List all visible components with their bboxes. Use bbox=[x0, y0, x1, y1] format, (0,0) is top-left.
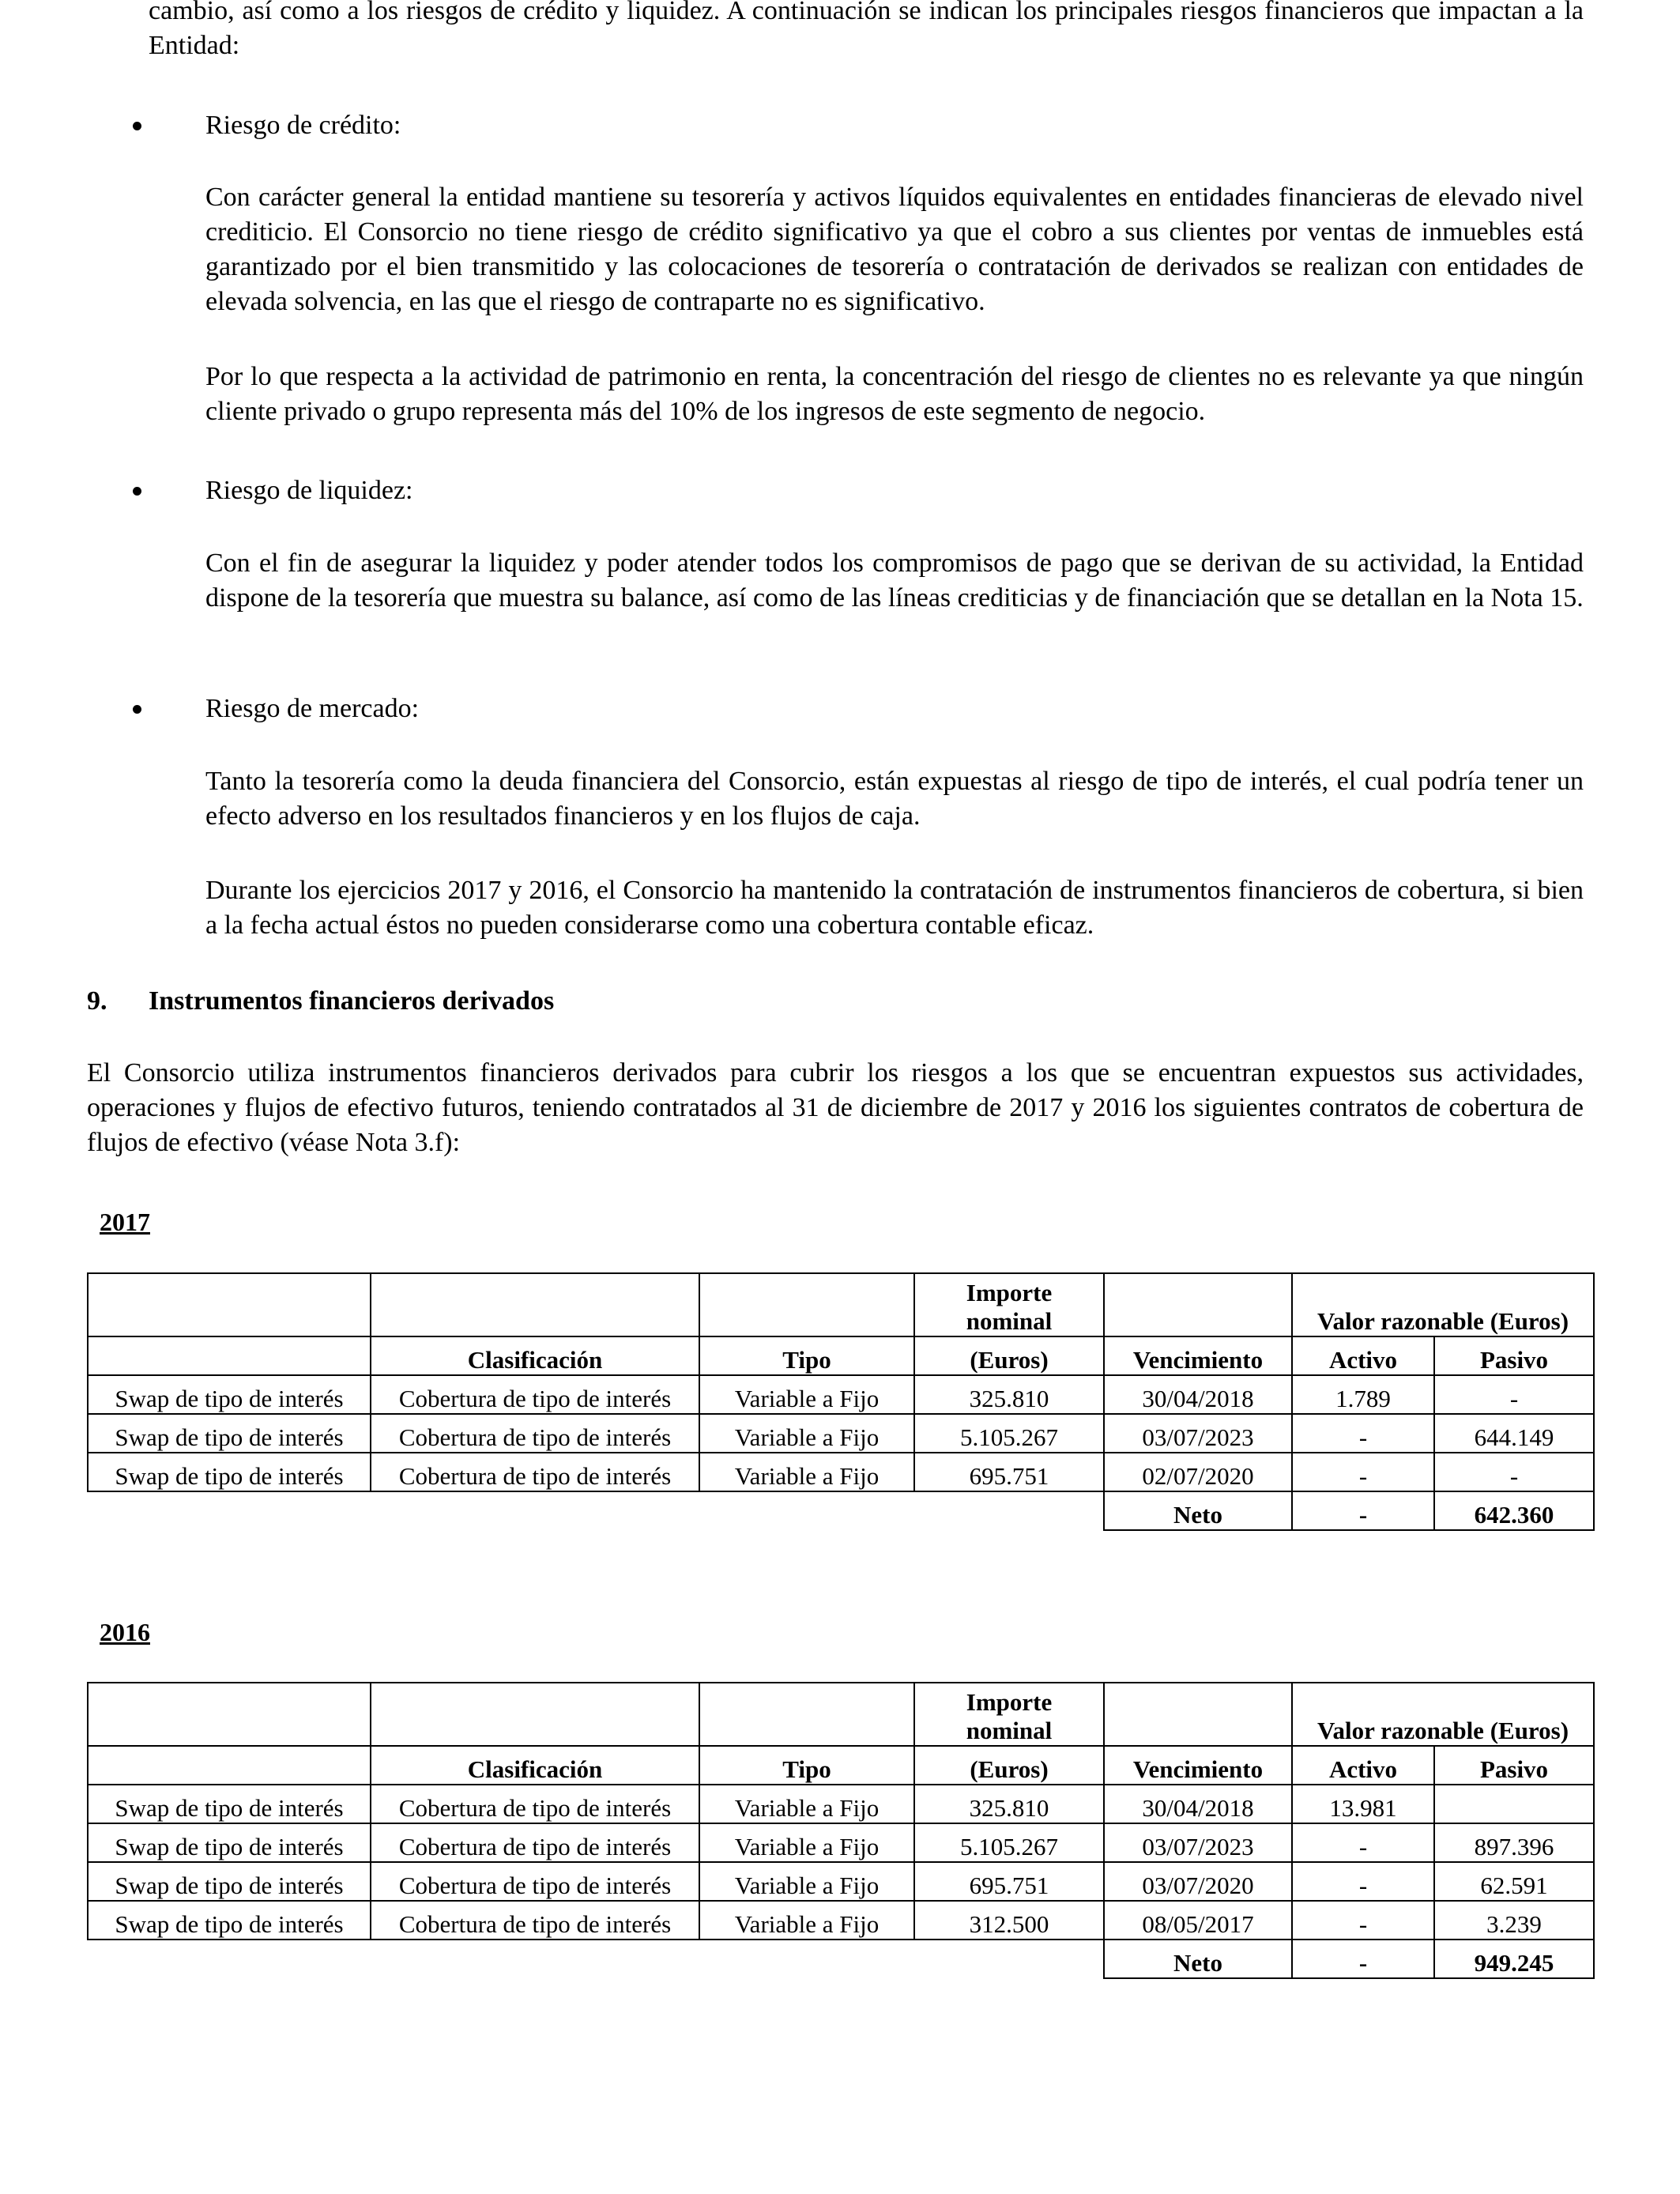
neto-pasivo: 642.360 bbox=[1434, 1491, 1594, 1530]
cell-importe-nominal: 5.105.267 bbox=[914, 1414, 1104, 1453]
section-title: Instrumentos financieros derivados bbox=[149, 986, 555, 1016]
cell-importe-nominal: 325.810 bbox=[914, 1375, 1104, 1414]
neto-activo: - bbox=[1292, 1491, 1434, 1530]
cell-importe-nominal: 312.500 bbox=[914, 1901, 1104, 1940]
cell-activo: - bbox=[1292, 1862, 1434, 1901]
cell-importe-nominal: 695.751 bbox=[914, 1453, 1104, 1491]
cell-vencimiento: 08/05/2017 bbox=[1104, 1901, 1292, 1940]
neto-pasivo: 949.245 bbox=[1434, 1940, 1594, 1978]
cell-tipo: Variable a Fijo bbox=[699, 1414, 914, 1453]
cell-tipo: Variable a Fijo bbox=[699, 1453, 914, 1491]
bullet-icon bbox=[133, 487, 141, 496]
cell-clasificacion: Cobertura de tipo de interés bbox=[371, 1862, 699, 1901]
cell-instrumento: Swap de tipo de interés bbox=[88, 1414, 371, 1453]
neto-activo: - bbox=[1292, 1940, 1434, 1978]
cell-instrumento: Swap de tipo de interés bbox=[88, 1862, 371, 1901]
bullet-label: Riesgo de crédito: bbox=[205, 111, 401, 140]
cell-tipo: Variable a Fijo bbox=[699, 1862, 914, 1901]
table-subheader-row bbox=[88, 1336, 1594, 1375]
header-pasivo: Pasivo bbox=[1434, 1746, 1594, 1785]
cell-clasificacion: Cobertura de tipo de interés bbox=[371, 1414, 699, 1453]
bullet-label: Riesgo de mercado: bbox=[205, 694, 420, 723]
cell-importe-nominal: 5.105.267 bbox=[914, 1823, 1104, 1862]
table-row bbox=[88, 1453, 1594, 1491]
cell-clasificacion: Cobertura de tipo de interés bbox=[371, 1785, 699, 1823]
section-number: 9. bbox=[87, 986, 107, 1016]
header-importe-unit: (Euros) bbox=[914, 1746, 1104, 1785]
cell-pasivo: 62.591 bbox=[1434, 1862, 1594, 1901]
credit-risk-paragraph-2: Por lo que respecta a la actividad de patrimonio en renta, la concentración del riesgo de clientes no es relevante ya que ningún cliente privado o grupo representa más del 10% de los ingresos de este segmento de negocio. bbox=[205, 362, 1584, 426]
cell-importe-nominal: 325.810 bbox=[914, 1785, 1104, 1823]
table-header-row bbox=[88, 1273, 1594, 1336]
derivatives-table-2016 bbox=[87, 1682, 1595, 1979]
table-row bbox=[88, 1823, 1594, 1862]
header-importe-unit: (Euros) bbox=[914, 1336, 1104, 1375]
liquidity-risk-paragraph: Con el fin de asegurar la liquidez y poder atender todos los compromisos de pago que se derivan de su actividad, la Entidad dispone de la tesorería que muestra su balance, así como de las líneas crediticias y de financiación que se detallan en la Nota 15. bbox=[205, 548, 1584, 613]
cell-vencimiento: 03/07/2023 bbox=[1104, 1823, 1292, 1862]
neto-label: Neto bbox=[1104, 1940, 1292, 1978]
header-clasificacion: Clasificación bbox=[371, 1746, 699, 1785]
cell-vencimiento: 30/04/2018 bbox=[1104, 1785, 1292, 1823]
neto-label: Neto bbox=[1104, 1491, 1292, 1530]
header-importe: Importe nominal bbox=[914, 1273, 1104, 1336]
cell-pasivo: 897.396 bbox=[1434, 1823, 1594, 1862]
cell-tipo: Variable a Fijo bbox=[699, 1785, 914, 1823]
header-pasivo: Pasivo bbox=[1434, 1336, 1594, 1375]
cell-clasificacion: Cobertura de tipo de interés bbox=[371, 1823, 699, 1862]
neto-row bbox=[88, 1491, 1594, 1530]
year-label-2017: 2017 bbox=[100, 1208, 150, 1236]
cell-vencimiento: 30/04/2018 bbox=[1104, 1375, 1292, 1414]
cell-pasivo: - bbox=[1434, 1375, 1594, 1414]
cell-activo: - bbox=[1292, 1823, 1434, 1862]
cell-clasificacion: Cobertura de tipo de interés bbox=[371, 1901, 699, 1940]
cell-vencimiento: 03/07/2023 bbox=[1104, 1414, 1292, 1453]
cell-activo: - bbox=[1292, 1901, 1434, 1940]
cell-vencimiento: 03/07/2020 bbox=[1104, 1862, 1292, 1901]
cell-instrumento: Swap de tipo de interés bbox=[88, 1823, 371, 1862]
cell-pasivo: 644.149 bbox=[1434, 1414, 1594, 1453]
cell-activo: 1.789 bbox=[1292, 1375, 1434, 1414]
bullet-label: Riesgo de liquidez: bbox=[205, 476, 413, 505]
header-activo: Activo bbox=[1292, 1746, 1434, 1785]
neto-row bbox=[88, 1940, 1594, 1978]
table-header-row bbox=[88, 1683, 1594, 1746]
market-risk-paragraph-1: Tanto la tesorería como la deuda financiera del Consorcio, están expuestas al riesgo de tipo de interés, el cual podría tener un efecto adverso en los resultados financieros y en los flujos de caja. bbox=[205, 767, 1584, 831]
credit-risk-paragraph-1: Con carácter general la entidad mantiene su tesorería y activos líquidos equivalentes en entidades financieras de elevado nivel crediticio. El Consorcio no tiene riesgo de crédito significativo ya que el cobro a sus clientes por ventas de inmuebles está garantizado por el bien transmitido y las colocaciones de tesorería o contratación de derivados se realizan con entidades de elevada solvencia, en las que el riesgo de contraparte no es significativo. bbox=[205, 183, 1584, 316]
header-vencimiento: Vencimiento bbox=[1104, 1746, 1292, 1785]
cell-instrumento: Swap de tipo de interés bbox=[88, 1785, 371, 1823]
market-risk-paragraph-2: Durante los ejercicios 2017 y 2016, el Consorcio ha mantenido la contratación de instrumentos financieros de cobertura, si bien a la fecha actual éstos no pueden considerarse como una cobertura contable eficaz. bbox=[205, 876, 1584, 940]
header-vencimiento: Vencimiento bbox=[1104, 1336, 1292, 1375]
table-row bbox=[88, 1862, 1594, 1901]
cell-tipo: Variable a Fijo bbox=[699, 1375, 914, 1414]
table-row bbox=[88, 1785, 1594, 1823]
table-row bbox=[88, 1901, 1594, 1940]
bullet-icon bbox=[133, 705, 141, 714]
cell-tipo: Variable a Fijo bbox=[699, 1901, 914, 1940]
table-subheader-row bbox=[88, 1746, 1594, 1785]
header-importe: Importe nominal bbox=[914, 1683, 1104, 1746]
table-row bbox=[88, 1414, 1594, 1453]
section-heading bbox=[87, 984, 554, 1019]
table-row bbox=[88, 1375, 1594, 1414]
cell-pasivo bbox=[1434, 1785, 1594, 1823]
header-valor-razonable: Valor razonable (Euros) bbox=[1292, 1273, 1594, 1336]
cell-activo: - bbox=[1292, 1453, 1434, 1491]
cell-tipo: Variable a Fijo bbox=[699, 1823, 914, 1862]
cell-pasivo: - bbox=[1434, 1453, 1594, 1491]
cell-clasificacion: Cobertura de tipo de interés bbox=[371, 1375, 699, 1414]
bullet-icon bbox=[133, 122, 141, 130]
cell-instrumento: Swap de tipo de interés bbox=[88, 1453, 371, 1491]
header-clasificacion: Clasificación bbox=[371, 1336, 699, 1375]
cell-activo: 13.981 bbox=[1292, 1785, 1434, 1823]
header-tipo: Tipo bbox=[699, 1746, 914, 1785]
cell-vencimiento: 02/07/2020 bbox=[1104, 1453, 1292, 1491]
cell-activo: - bbox=[1292, 1414, 1434, 1453]
header-activo: Activo bbox=[1292, 1336, 1434, 1375]
section-body: El Consorcio utiliza instrumentos financieros derivados para cubrir los riesgos a los que se encuentran expuestos sus actividades, operaciones y flujos de efectivo futuros, teniendo contratados al 31 de diciembre de 2017 y 2016 los siguientes contratos de cobertura de flujos de efectivo (véase Nota 3.f): bbox=[87, 1058, 1584, 1157]
derivatives-table-2017 bbox=[87, 1272, 1595, 1531]
cell-instrumento: Swap de tipo de interés bbox=[88, 1901, 371, 1940]
year-label-2016: 2016 bbox=[100, 1618, 150, 1646]
intro-paragraph: cambio, así como a los riesgos de crédito y liquidez. A continuación se indican los principales riesgos financieros que impactan a la Entidad: bbox=[149, 0, 1584, 60]
cell-instrumento: Swap de tipo de interés bbox=[88, 1375, 371, 1414]
cell-importe-nominal: 695.751 bbox=[914, 1862, 1104, 1901]
cell-pasivo: 3.239 bbox=[1434, 1901, 1594, 1940]
header-valor-razonable: Valor razonable (Euros) bbox=[1292, 1683, 1594, 1746]
cell-clasificacion: Cobertura de tipo de interés bbox=[371, 1453, 699, 1491]
header-tipo: Tipo bbox=[699, 1336, 914, 1375]
